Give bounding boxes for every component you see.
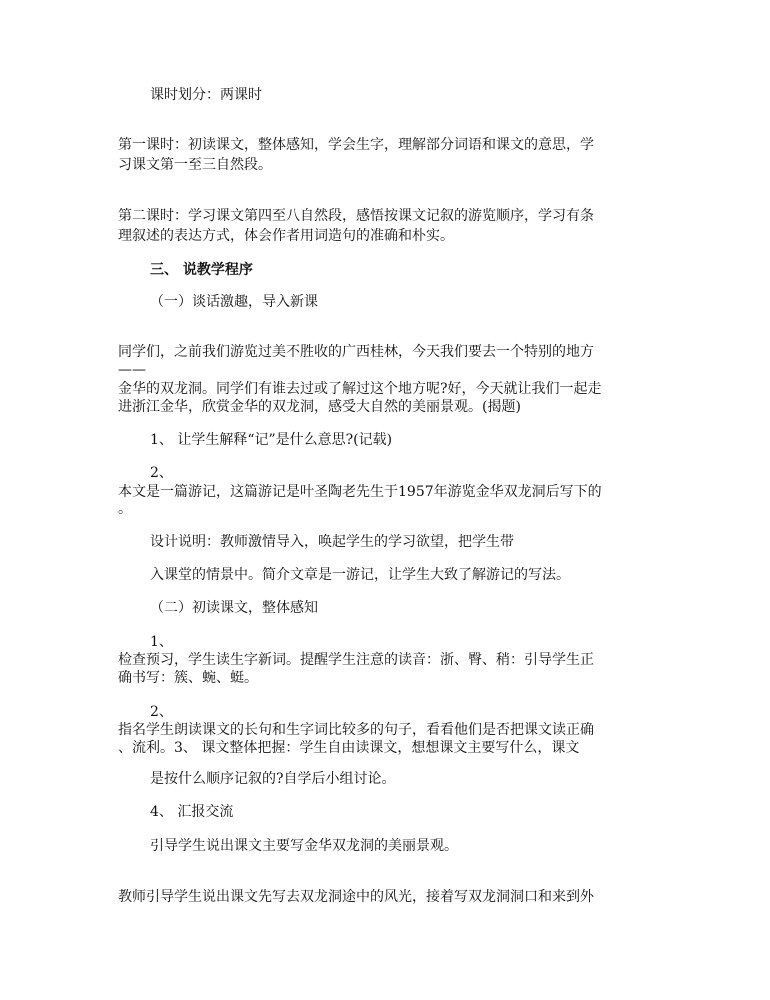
guide-students-line: 引导学生说出课文主要写金华双龙洞的美丽景观。	[150, 838, 458, 854]
step-2-text-end: 。	[118, 501, 132, 517]
second-lesson-line-2: 理叙述的表达方式，体会作者用词造句的准确和朴实。	[118, 228, 454, 244]
first-lesson-line-1: 第一课时：初读课文，整体感知，学会生字，理解部分词语和课文的意思，学	[118, 137, 594, 153]
reading-step-2-line-2: 、流利。3、 课文整体把握：学生自由读课文，想想课文主要写什么，课文	[118, 740, 580, 756]
intro-paragraph-line-2: 金华的双龙洞。同学们有谁去过或了解过这个地方呢?好，今天就让我们一起走	[118, 381, 602, 397]
intro-paragraph-line-1: 同学们，之前我们游览过美不胜收的广西桂林，今天我们要去一个特别的地方	[118, 344, 594, 360]
reading-step-2-number: 2、	[150, 704, 173, 720]
intro-paragraph-dash: ——	[118, 362, 146, 378]
step-2-text: 本文是一篇游记，这篇游记是叶圣陶老先生于1957年游览金华双龙洞后写下的	[118, 484, 602, 500]
subsection-heading-intro: （一）谈话激趣，导入新课	[150, 294, 318, 310]
second-lesson-line-1: 第二课时：学习课文第四至八自然段，感悟按课文记叙的游览顺序，学习有条	[118, 208, 594, 224]
teacher-guide-line: 教师引导学生说出课文先写去双龙洞途中的风光，接着写双龙洞洞口和来到外	[118, 889, 594, 905]
subsection-heading-first-reading: （二）初读课文，整体感知	[150, 600, 318, 616]
reading-step-1-number: 1、	[150, 634, 173, 650]
step-1-explain-ji: 1、 让学生解释“记”是什么意思?(记载)	[150, 432, 393, 448]
reading-step-1-line-1: 检查预习，学生读生字新词。提醒学生注意的读音：浙、臀、稍：引导学生正	[118, 652, 594, 668]
intro-paragraph-line-3: 进浙江金华，欣赏金华的双龙洞，感受大自然的美丽景观。(揭题)	[118, 399, 521, 415]
reading-step-4-report: 4、 汇报交流	[150, 804, 234, 820]
design-note-line-1: 设计说明：教师激情导入，唤起学生的学习欲望，把学生带	[150, 534, 514, 550]
reading-step-3-line-2: 是按什么顺序记叙的?自学后小组讨论。	[150, 771, 396, 787]
section-heading-teaching-procedure: 三、 说教学程序	[150, 262, 253, 278]
class-hours-line: 课时划分：两课时	[150, 87, 262, 103]
step-2-number: 2、	[150, 465, 173, 481]
reading-step-1-line-2: 确书写：簇、蜿、蜓。	[118, 670, 258, 686]
reading-step-2-line-1: 指名学生朗读课文的长句和生字词比较多的句子，看看他们是否把课文读正确	[118, 722, 594, 738]
first-lesson-line-2: 习课文第一至三自然段。	[118, 157, 272, 173]
design-note-line-2: 入课堂的情景中。简介文章是一游记，让学生大致了解游记的写法。	[150, 567, 570, 583]
